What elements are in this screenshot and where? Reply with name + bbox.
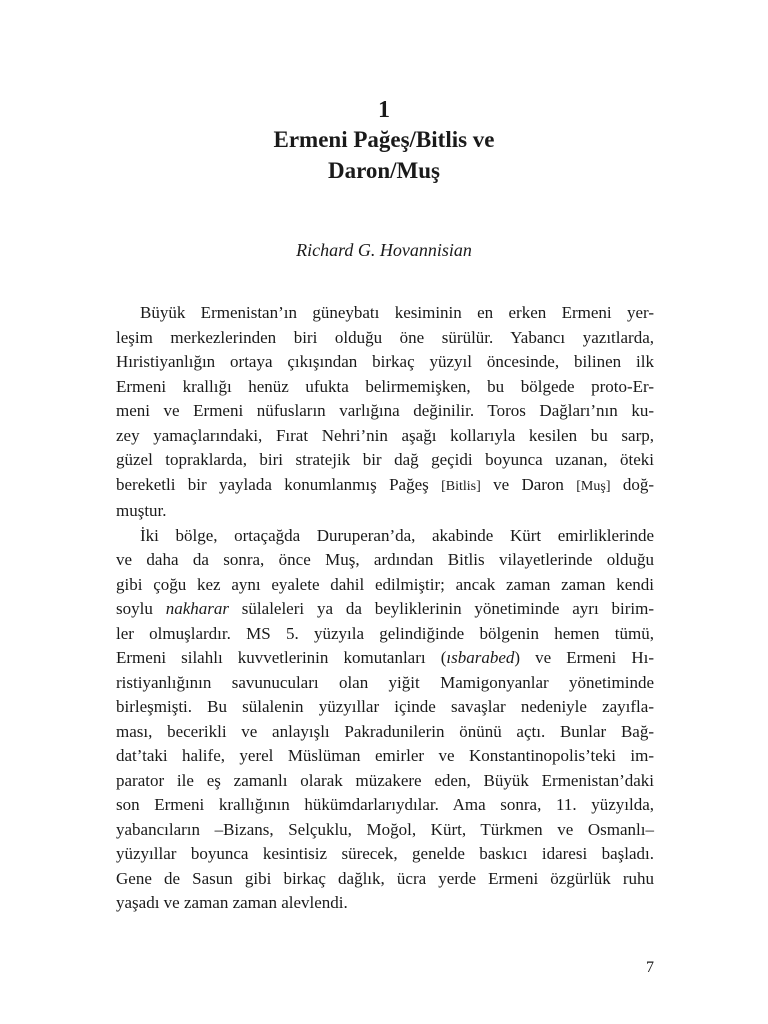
text-line: ve daha da sonra, önce Muş, ardından Bitlis vilayetlerinde olduğu [116, 550, 654, 569]
text-line: Hıristiyanlığın ortaya çıkışından birkaç yüzyıl öncesinde, bilinen ilk [116, 352, 654, 371]
chapter-title-line-1: Ermeni Pağeş/Bitlis ve [273, 127, 495, 152]
text-line: Gene de Sasun gibi birkaç dağlık, ücra yerde Ermeni özgürlük ruhu [116, 868, 654, 888]
text-run: doğ- [610, 474, 654, 494]
text-run: soylu [116, 599, 166, 618]
text-line: yüzyıllar boyunca kesintisiz sürecek, genelde baskıcı idaresi başladı. [116, 844, 654, 863]
bracket-term-mus: [Muş] [576, 478, 611, 494]
text-line: ması, becerikli ve anlayışlı Pakradunilerin önünü açtı. Bunlar Bağ- [116, 721, 654, 741]
text-line: parator ile eş zamanlı olarak müzakere eden, Büyük Ermenistan’daki [116, 770, 654, 790]
text-line: zey yamaçlarındaki, Fırat Nehri’nin aşağı kollarıyla kesilen bu sarp, [116, 425, 654, 445]
page-number: 7 [646, 959, 654, 976]
text-line: gibi çoğu kez aynı eyalete dahil edilmiştir; ancak zaman zaman kendi [116, 574, 654, 594]
text-line: son Ermeni krallığının hükümdarlarıydılar. Ama sonra, 11. yüzyılda, [116, 795, 654, 814]
text-line: yaşadı ve zaman zaman alevlendi. [116, 893, 348, 912]
text-line: İki bölge, ortaçağda Duruperan’da, akabinde Kürt emirliklerinde [140, 525, 654, 545]
text-line: ler olmuşlardır. MS 5. yüzyıla gelindiğinde bölgenin hemen tümü, [116, 623, 654, 643]
text-line: yabancıların –Bizans, Selçuklu, Moğol, Kürt, Türkmen ve Osmanlı– [116, 819, 654, 839]
chapter-title-line-2: Daron/Muş [327, 158, 441, 183]
text-line: meni ve Ermeni nüfusların varlığına değinilir. Toros Dağları’nın ku- [116, 401, 654, 420]
text-run: ) ve Ermeni Hı- [514, 648, 654, 667]
body-text [116, 301, 654, 916]
text-line: leşim merkezlerinden biri olduğu öne sürülür. Yabancı yazıtlarda, [116, 327, 654, 347]
text-run: Ermeni silahlı kuvvetlerinin komutanları ( [116, 648, 447, 667]
text-run: bereketli bir yaylada konumlanmış Pağeş [116, 474, 442, 494]
term-nakharar: nakharar [165, 599, 229, 618]
text-line: dat’taki halife, yerel Müslüman emirler ve Konstantinopolis’teki im- [116, 746, 654, 765]
text-run: sülaleleri ya da beyliklerinin yönetiminde ayrı birim- [228, 599, 655, 618]
text-line: Büyük Ermenistan’ın güneybatı kesiminin en erken Ermeni yer- [140, 303, 654, 322]
text-line: muştur. [116, 501, 167, 520]
text-line: güzel topraklarda, biri stratejik bir dağ geçidi boyunca uzanan, öteki [116, 450, 654, 469]
text-line [116, 597, 654, 622]
author-name: Richard G. Hovannisian [296, 240, 472, 260]
text-line: ristiyanlığının savunucuları olan yiğit Mamigonyanlar yönetiminde [116, 672, 654, 692]
text-run: ve Daron [480, 474, 577, 494]
text-line [116, 473, 654, 500]
bracket-term-bitlis: [Bitlis] [441, 478, 481, 494]
text-line [116, 646, 654, 671]
text-line: birleşmişti. Bu sülalenin yüzyıllar içinde savaşlar nedeniyle zayıfla- [116, 697, 654, 716]
chapter-number: 1 [378, 97, 390, 123]
chapter-title [0, 124, 768, 186]
term-isbarabed: ısbarabed [446, 648, 515, 667]
paragraph-2 [116, 524, 654, 916]
paragraph-1 [116, 301, 654, 524]
text-line: Ermeni krallığı henüz ufukta belirmemişken, bu bölgede proto-Er- [116, 376, 654, 396]
